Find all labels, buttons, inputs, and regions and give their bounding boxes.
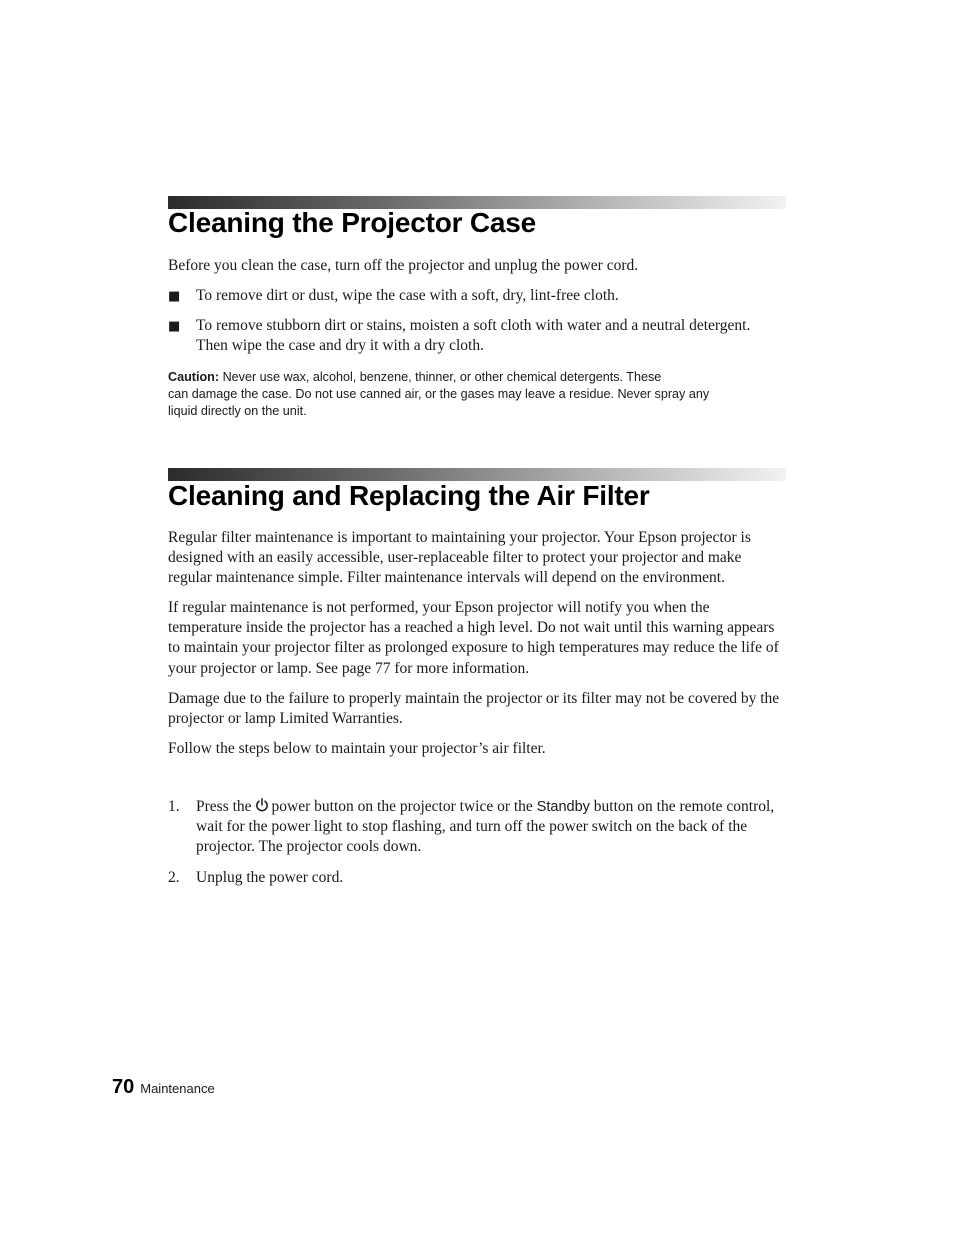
caution-text-line1: Never use wax, alcohol, benzene, thinner, or other chemical detergents. These bbox=[222, 370, 662, 384]
step-text-mid: power button on the projector twice or the bbox=[271, 798, 533, 815]
step-number: 2. bbox=[168, 869, 180, 886]
step-text-post: button on the remote control, wait for the power light to stop flashing, and turn off the power switch on the back of the projector. The projector cools down. bbox=[196, 798, 775, 856]
step-text-pre: Press the bbox=[196, 798, 252, 815]
caution-note bbox=[168, 369, 778, 420]
bullet-square-icon: ■ bbox=[168, 319, 181, 334]
bullet-square-icon: ■ bbox=[168, 289, 181, 304]
caution-text-line2: can damage the case. Do not use canned air, or the gases may leave a residue. Never spray any bbox=[168, 387, 710, 401]
body-paragraph: Follow the steps below to maintain your projector’s air filter. bbox=[168, 740, 546, 757]
section-title-cleaning-case: Cleaning the Projector Case bbox=[168, 207, 537, 238]
page-number: 70 bbox=[112, 1076, 135, 1098]
section-title-air-filter: Cleaning and Replacing the Air Filter bbox=[168, 480, 650, 511]
bullet-text: To remove stubborn dirt or stains, moisten a soft cloth with water and a neutral detergent. Then wipe the case and dry it with a dry cloth. bbox=[196, 317, 751, 355]
power-icon bbox=[255, 798, 269, 812]
footer-section-name: Maintenance bbox=[140, 1081, 215, 1096]
body-paragraph: Regular filter maintenance is important to maintaining your projector. Your Epson projector is designed with an easily accessible, user-replaceable filter to protect your projector and make regular maintenance simple. Filter maintenance intervals will depend on the environment. bbox=[168, 529, 751, 587]
caution-text-line3: liquid directly on the unit. bbox=[168, 404, 307, 418]
step-number: 1. bbox=[168, 798, 180, 815]
body-paragraph: Damage due to the failure to properly maintain the projector or its filter may not be covered by the projector or lamp Limited Warranties. bbox=[168, 690, 780, 728]
caution-label: Caution: bbox=[168, 370, 220, 384]
intro-paragraph: Before you clean the case, turn off the projector and unplug the power cord. bbox=[168, 257, 639, 274]
bullet-text: To remove dirt or dust, wipe the case with a soft, dry, lint-free cloth. bbox=[196, 287, 619, 304]
step-text bbox=[196, 797, 786, 858]
body-paragraph: If regular maintenance is not performed, your Epson projector will notify you when the temperature inside the projector has a reached a high level. Do not wait until this warning appears to maintain your projector filter as prolonged exposure to high temperatures may reduce the life of your projector or lamp. See page 77 for more information. bbox=[168, 599, 779, 677]
step-text: Unplug the power cord. bbox=[196, 869, 344, 886]
standby-button-label: Standby bbox=[536, 799, 590, 815]
page-footer bbox=[112, 1076, 215, 1099]
